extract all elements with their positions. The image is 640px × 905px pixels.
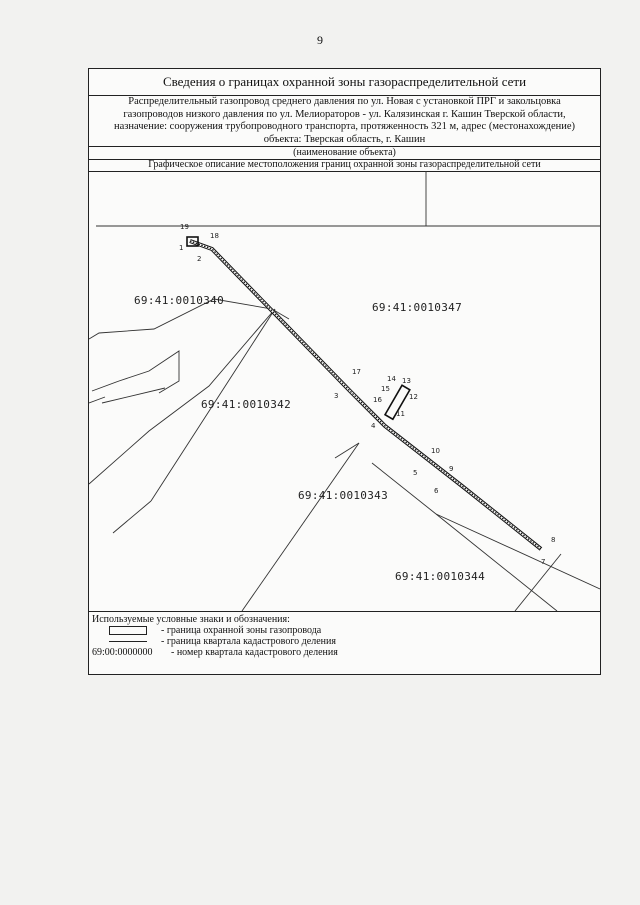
zone-border-symbol [109,626,147,635]
parcel-label: 69:41:0010344 [395,570,485,583]
point-label: 8 [551,536,556,544]
point-label: 13 [402,377,411,385]
quarter-border [89,309,275,484]
point-label: 6 [434,487,439,495]
object-description [89,95,600,147]
point-label: 3 [334,392,339,400]
sheet-title: Сведения о границах охранной зоны газораспределительной сети [89,69,600,96]
point-label: 14 [387,375,396,383]
point-label: 7 [541,558,546,566]
quarter-border [102,388,165,403]
point-label: 5 [413,469,418,477]
point-label: 4 [371,422,376,430]
legend-quarter-number-text: - номер квартала кадастрового деления [171,647,338,658]
parcel-label: 69:41:0010343 [298,489,388,502]
point-label: 17 [352,368,361,376]
parcel-label: 69:41:0010347 [372,301,462,314]
point-label: 10 [431,447,440,455]
quarter-border [436,514,557,611]
point-label: 11 [396,410,405,418]
description-line-2: газопроводов низкого давления по ул. Мелиораторов - ул. Калязинская г. Кашин Тверской области, [123,108,566,120]
legend-quarter-row [92,636,597,647]
description-line-4: объекта: Тверская область, г. Кашин [263,133,426,145]
description-line-3: назначение: сооружения трубопроводного транспорта, протяженность 321 м, адрес (местонахождение) [113,121,576,133]
legend-heading: Используемые условные знаки и обозначения: [92,614,290,625]
legend-quarter-code: 69:00:0000000 [92,647,153,658]
legend-quarter-text: - граница квартала кадастрового деления [161,636,336,647]
legend [89,611,600,674]
legend-code-row [92,647,597,658]
quarter-border-symbol [109,641,147,642]
description-line-1: Распределительный газопровод среднего давления по ул. Новая с установкой ПРГ и закольцовка [128,96,561,107]
object-name-caption: (наименование объекта) [89,147,600,160]
boundary-map [89,171,600,612]
quarter-border [113,501,151,533]
point-label: 2 [197,255,202,263]
legend-zone-row [92,625,597,636]
legend-zone-text: - граница охранной зоны газопровода [161,625,322,636]
point-label: 1 [179,244,184,252]
quarter-border [89,397,105,403]
parcel-label: 69:41:0010340 [134,294,224,307]
graphic-description-caption: Графическое описание местоположения границ охранной зоны газораспределительной сети [89,159,600,172]
point-label: 9 [449,465,454,473]
quarter-border [92,351,179,393]
quarter-border [242,443,359,611]
point-label: 15 [381,385,390,393]
point-label: 18 [210,232,219,240]
protection-zone [187,237,541,549]
point-label: 16 [373,396,382,404]
page-number: 9 [317,33,323,47]
zone-info-sheet [88,68,601,675]
parcel-label: 69:41:0010342 [201,398,291,411]
quarter-border [335,443,359,458]
point-label: 19 [180,223,189,231]
point-label: 12 [409,393,418,401]
